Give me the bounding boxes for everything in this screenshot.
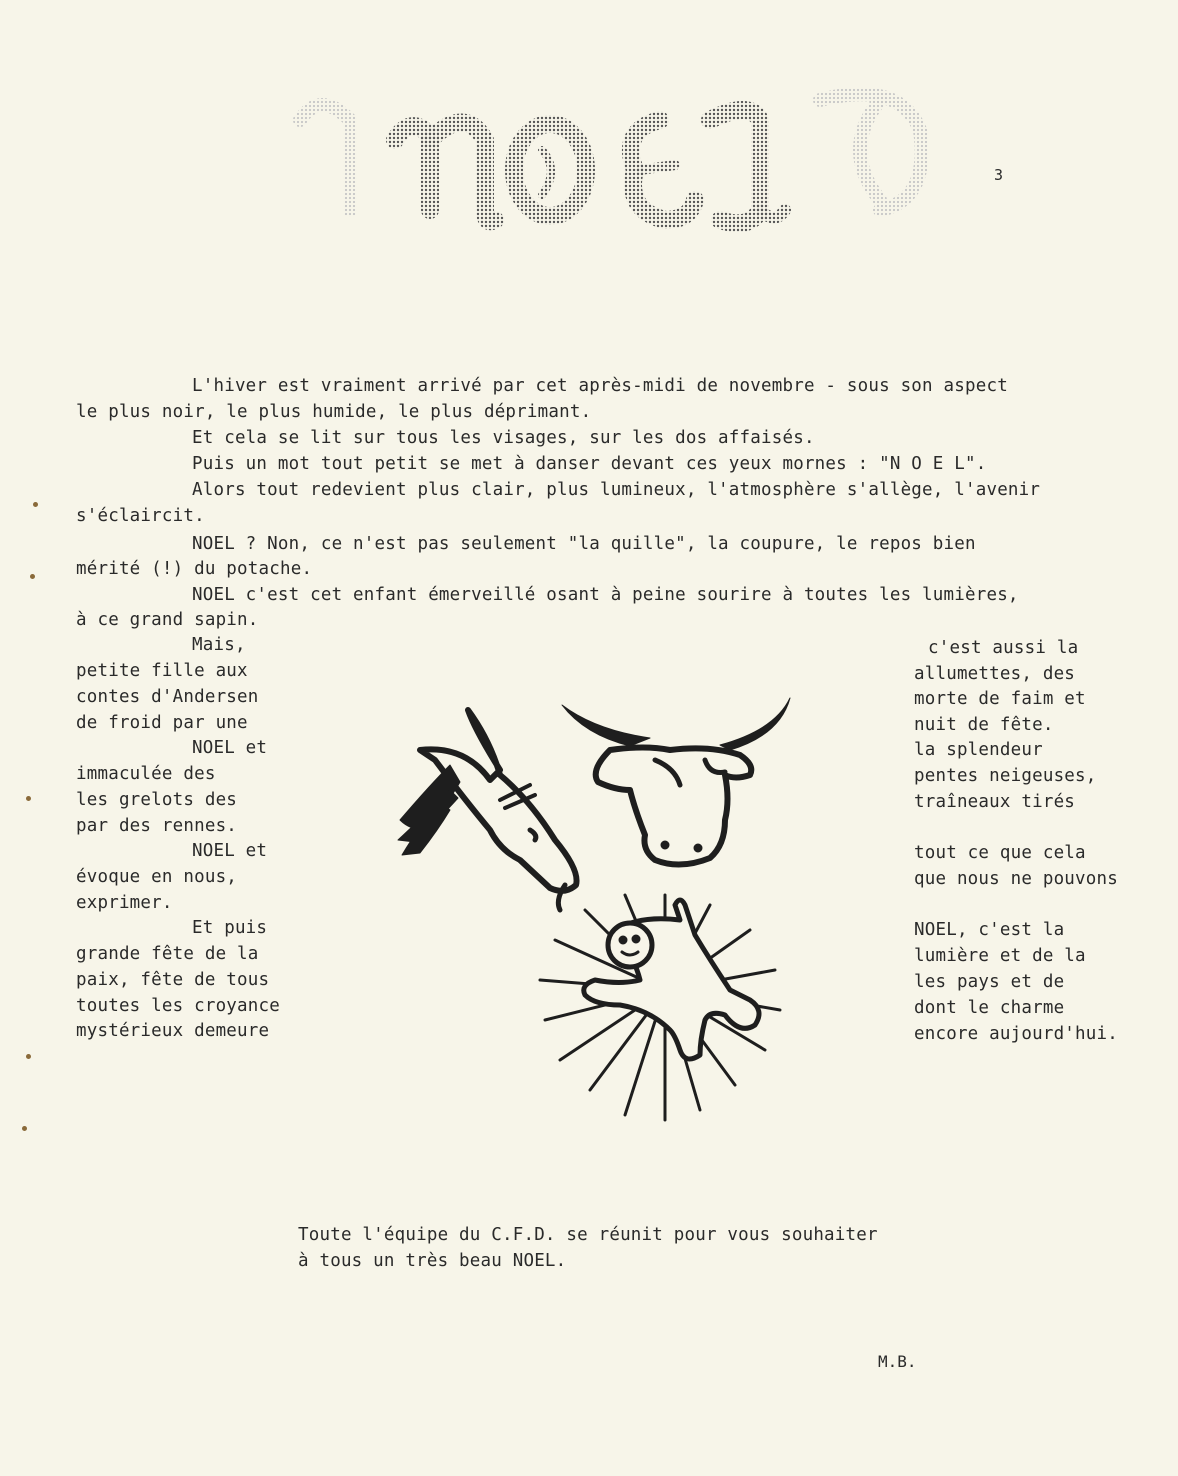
page-mark [33,502,38,507]
right-column-line: allumettes, des [914,664,1076,684]
right-column-line: nuit de fête. [914,715,1054,735]
right-column-line: la splendeur [914,740,1043,760]
page-number: 3 [994,166,1004,184]
right-column-line: les pays et de [914,972,1065,992]
closing-line-2: à tous un très beau NOEL. [298,1251,567,1271]
left-column-line: Et puis [192,918,268,938]
nativity-illustration [380,690,840,1140]
page-mark [22,1126,27,1131]
body-line: s'éclaircit. [76,506,205,526]
left-column-line: paix, fête de tous [76,970,270,990]
right-column-line: traîneaux tirés [914,792,1076,812]
right-column-line: tout ce que cela [914,843,1086,863]
left-column-line: par des rennes. [76,816,238,836]
noel-title-art [280,60,940,240]
body-line: Alors tout redevient plus clair, plus lumineux, l'atmosphère s'allège, l'avenir [192,480,1041,500]
body-line: Puis un mot tout petit se met à danser devant ces yeux mornes : "N O E L". [192,454,987,474]
page-mark [30,574,35,579]
left-column-line: de froid par une [76,713,248,733]
page-mark [26,796,31,801]
baby-illustration [584,900,759,1059]
left-column-line: petite fille aux [76,661,248,681]
right-column-line: pentes neigeuses, [914,766,1097,786]
left-column-line: évoque en nous, [76,867,238,887]
left-column-line: immaculée des [76,764,216,784]
body-line: NOEL c'est cet enfant émerveillé osant à peine sourire à toutes les lumières, [192,585,1019,605]
right-column-line: c'est aussi la [928,638,1079,658]
left-column-line: Mais, [192,635,246,655]
left-column-line: NOEL et [192,738,268,758]
body-line: NOEL ? Non, ce n'est pas seulement "la quille", la coupure, le repos bien [192,534,976,554]
page-mark [26,1054,31,1059]
donkey-illustration [398,710,577,910]
body-line: L'hiver est vraiment arrivé par cet après-midi de novembre - sous son aspect [192,376,1008,396]
body-line: mérité (!) du potache. [76,559,313,579]
body-line: à ce grand sapin. [76,610,259,630]
left-column-line: exprimer. [76,893,173,913]
right-column-line: morte de faim et [914,689,1086,709]
closing-line-1: Toute l'équipe du C.F.D. se réunit pour vous souhaiter [298,1225,878,1245]
right-column-line: dont le charme [914,998,1065,1018]
left-column-line: toutes les croyance [76,996,280,1016]
left-column-line: les grelots des [76,790,238,810]
body-line: le plus noir, le plus humide, le plus déprimant. [76,402,592,422]
left-column-line: grande fête de la [76,944,259,964]
left-column-line: contes d'Andersen [76,687,259,707]
right-column-line: NOEL, c'est la [914,920,1065,940]
signature-initials: M.B. [878,1352,917,1371]
right-column-line: que nous ne pouvons [914,869,1118,889]
body-line: Et cela se lit sur tous les visages, sur les dos affaisés. [192,428,815,448]
left-column-line: NOEL et [192,841,268,861]
ox-illustration [562,698,790,865]
right-column-line: encore aujourd'hui. [914,1024,1118,1044]
right-column-line: lumière et de la [914,946,1086,966]
left-column-line: mystérieux demeure [76,1021,270,1041]
